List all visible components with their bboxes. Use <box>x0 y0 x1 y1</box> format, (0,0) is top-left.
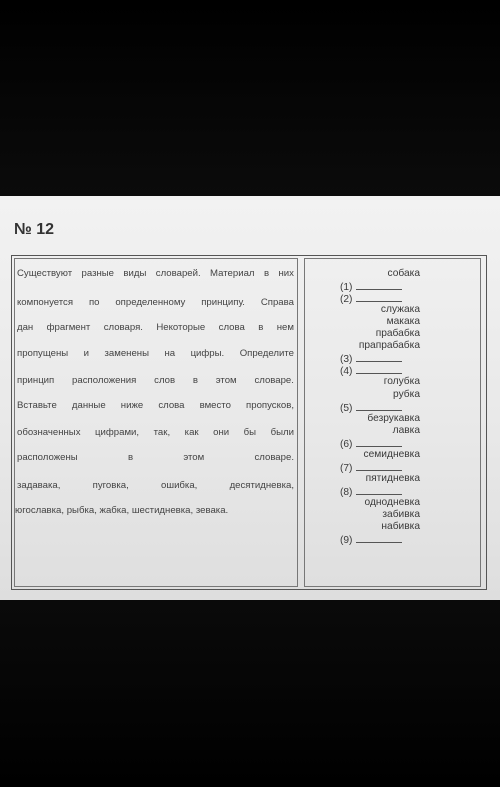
instruction-word: по <box>88 297 100 308</box>
dictionary-word: забивка <box>382 509 420 520</box>
instruction-word: цифрами, <box>95 427 140 438</box>
blank-underline <box>356 485 402 495</box>
instruction-word: пропусков, <box>246 400 294 411</box>
instruction-word: слова <box>158 400 185 411</box>
instruction-word: в <box>263 268 270 279</box>
instruction-word: на <box>164 348 176 359</box>
dictionary-word: макака <box>386 316 420 328</box>
instruction-line-1 <box>17 268 294 279</box>
blank-underline <box>356 280 402 290</box>
word: задавака, <box>17 480 61 491</box>
instruction-word: компонуется <box>17 297 74 308</box>
instruction-line-8 <box>17 452 294 463</box>
instruction-word: определенному <box>115 297 186 308</box>
instruction-word: расположены <box>17 452 78 463</box>
blank-number: (4) <box>340 366 353 378</box>
blank-number: (9) <box>340 535 353 547</box>
dictionary-blank <box>340 533 402 547</box>
blank-number: (6) <box>340 438 353 450</box>
photo-dark-background-top <box>0 0 500 196</box>
dictionary-word: набивка <box>381 521 420 533</box>
instruction-line-3 <box>17 322 294 333</box>
instruction-word: в <box>127 452 134 463</box>
instruction-word: в <box>258 322 264 333</box>
instruction-word: так, <box>153 427 171 438</box>
instruction-word: обозначенных <box>17 427 81 438</box>
dictionary-word: безрукавка <box>367 412 420 424</box>
instruction-word: Справа <box>260 297 294 308</box>
instruction-word: словарей. <box>155 268 201 279</box>
instruction-word: фрагмент <box>46 322 91 333</box>
instruction-word: виды <box>123 268 147 279</box>
instruction-word: них <box>278 268 294 279</box>
instruction-line-6 <box>17 400 294 411</box>
instruction-word: словаре. <box>254 452 294 463</box>
instruction-word: они <box>213 427 230 438</box>
blank-number: (7) <box>340 462 353 474</box>
task-number: № 12 <box>14 221 55 238</box>
instruction-word: как <box>184 427 199 438</box>
instruction-word: вместо <box>199 400 231 411</box>
blank-underline <box>356 533 402 543</box>
instruction-word: Определите <box>239 348 294 359</box>
instruction-word: нем <box>276 322 294 333</box>
instruction-word: Материал <box>210 268 255 279</box>
blank-number: (1) <box>340 282 353 294</box>
instruction-word: Некоторые <box>156 322 206 333</box>
instruction-word: принципу. <box>201 297 245 308</box>
dictionary-word: пятидневка <box>365 472 420 484</box>
blank-number: (3) <box>340 354 353 366</box>
word: пуговка, <box>92 480 129 491</box>
instruction-word: в <box>192 375 198 386</box>
dictionary-word: служака <box>380 304 420 316</box>
instruction-word: слова <box>218 322 245 333</box>
instruction-word: данные <box>71 400 106 411</box>
blank-underline <box>356 364 402 374</box>
photo-dark-background-bottom <box>0 600 500 787</box>
word: десятидневка, <box>229 480 294 491</box>
instruction-word: заменены <box>104 348 149 359</box>
instruction-word: ниже <box>120 400 144 411</box>
dictionary-word: семидневка <box>363 448 420 460</box>
blank-number: (2) <box>340 294 353 306</box>
instruction-line-2 <box>17 297 294 308</box>
dictionary-word: голубка <box>383 376 420 388</box>
instruction-word: расположения <box>72 375 137 386</box>
blank-underline <box>356 437 402 447</box>
instruction-word: словаря. <box>103 322 143 333</box>
instruction-word: этом <box>183 452 205 463</box>
instruction-word: и <box>83 348 90 359</box>
blank-underline <box>356 401 402 411</box>
instruction-word: разные <box>81 268 115 279</box>
dictionary-word: однодневка <box>364 496 420 508</box>
instruction-word: дан <box>17 322 34 333</box>
word-list-line-2: югославка, рыбка, жабка, шестидневка, зевака. <box>15 505 229 516</box>
instruction-word: словаре. <box>254 375 294 386</box>
dictionary-word: прапрабабка <box>358 340 420 352</box>
word-list-line-1 <box>17 480 294 491</box>
dictionary-word: рубка <box>393 388 420 400</box>
dictionary-word: лавка <box>392 424 420 436</box>
instruction-word: Существуют <box>17 268 73 279</box>
blank-number: (5) <box>340 402 353 414</box>
word: ошибка, <box>161 480 198 491</box>
instruction-word: Вставьте <box>17 400 57 411</box>
blank-underline <box>356 292 402 302</box>
instruction-word: пропущены <box>17 348 69 359</box>
instruction-word: цифры. <box>190 348 225 359</box>
dictionary-word: прабабка <box>375 328 420 340</box>
blank-number: (8) <box>340 486 353 498</box>
instruction-word: бы <box>243 427 257 438</box>
instruction-line-4 <box>17 348 294 359</box>
instruction-line-5 <box>17 375 294 386</box>
instruction-word: принцип <box>17 375 55 386</box>
blank-underline <box>356 352 402 362</box>
instruction-word: слов <box>154 375 176 386</box>
instruction-line-7 <box>17 427 294 438</box>
blank-underline <box>356 461 402 471</box>
dictionary-word: собака <box>387 268 420 279</box>
instruction-word: этом <box>215 375 237 386</box>
instruction-word: были <box>270 427 294 438</box>
